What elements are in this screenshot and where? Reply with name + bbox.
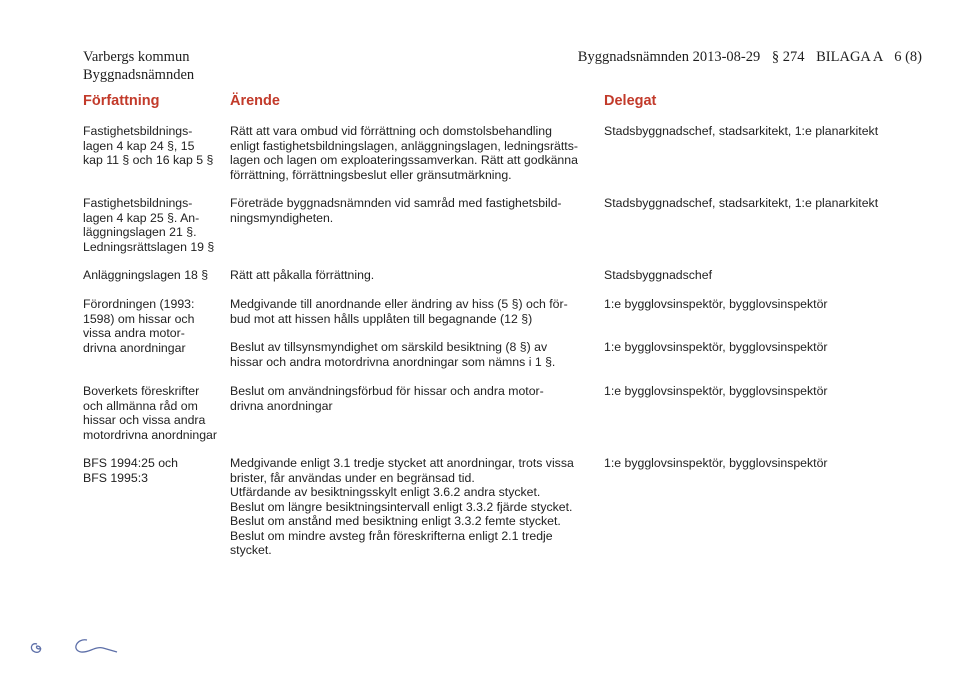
text-line: 1:e bygglovsinspektör, bygglovsinspektör: [604, 384, 828, 398]
statute-cell: [83, 384, 217, 442]
text-line: Beslut om längre besiktningsintervall enligt 3.3.2 fjärde stycket.: [230, 499, 573, 514]
text-line: BFS 1994:25 och: [83, 456, 179, 470]
text-line: enligt fastighetsbildningslagen, anläggningslagen, ledningsrätts-: [230, 138, 578, 153]
statute-cell: [83, 456, 178, 485]
delegate-cell: [604, 268, 712, 283]
statute-cell: [83, 124, 213, 168]
reference-paragraph: § 274: [771, 49, 805, 65]
text-line: Medgivande enligt 3.1 tredje stycket att anordningar, trots vissa: [230, 456, 574, 470]
text-line: Beslut om mindre avsteg från föreskrifterna enligt 2.1 tredje: [230, 528, 553, 543]
text-line: drivna anordningar: [83, 340, 186, 355]
matter-cell: [230, 456, 574, 558]
text-line: Medgivande till anordnande eller ändring av hiss (5 §) och för-: [230, 297, 568, 311]
page-number: 6 (8): [894, 49, 922, 65]
text-line: Beslut om anstånd med besiktning enligt 3.3.2 femte stycket.: [230, 514, 561, 528]
matter-cell: [230, 384, 544, 413]
text-line: Anläggningslagen 18 §: [83, 268, 209, 282]
text-line: stycket.: [230, 543, 272, 557]
column-header-arende: Ärende: [230, 93, 280, 109]
text-line: hissar och andra motordrivna anordningar som nämns i 1 §.: [230, 354, 556, 369]
delegate-cell: [604, 340, 828, 355]
text-line: BFS 1995:3: [83, 470, 148, 485]
text-line: vissa andra motor-: [83, 326, 185, 340]
text-line: kap 11 § och 16 kap 5 §: [83, 153, 214, 167]
delegate-cell: [604, 196, 878, 211]
document-reference: [570, 48, 922, 66]
statute-cell: [83, 297, 194, 355]
text-line: Boverkets föreskrifter: [83, 384, 200, 398]
delegate-cell: [604, 456, 828, 471]
text-line: Fastighetsbildnings-: [83, 124, 193, 138]
committee-name: Byggnadsnämnden: [83, 67, 195, 83]
text-line: 1598) om hissar och: [83, 311, 195, 326]
text-line: hissar och vissa andra: [83, 413, 206, 427]
matter-cell: [230, 196, 562, 225]
column-header-forfattning: Författning: [83, 93, 160, 109]
text-line: motordrivna anordningar: [83, 427, 217, 442]
matter-cell: [230, 124, 578, 182]
reference-attachment: BILAGA A: [816, 49, 883, 65]
delegate-cell: [604, 297, 828, 312]
text-line: Fastighetsbildnings-: [83, 196, 193, 210]
text-line: Stadsbyggnadschef, stadsarkitekt, 1:e planarkitekt: [604, 196, 879, 210]
statute-cell: [83, 196, 214, 254]
text-line: Ledningsrättslagen 19 §: [83, 239, 215, 254]
handwritten-initials: [25, 628, 135, 668]
text-line: 1:e bygglovsinspektör, bygglovsinspektör: [604, 340, 828, 354]
text-line: Företräde byggnadsnämnden vid samråd med fastighetsbild-: [230, 196, 562, 210]
text-line: lagen 4 kap 25 §. An-: [83, 210, 200, 225]
text-line: 1:e bygglovsinspektör, bygglovsinspektör: [604, 297, 828, 311]
matter-cell: [230, 297, 568, 326]
text-line: bud mot att hissen hålls upplåten till begagnande (12 §): [230, 311, 533, 326]
text-line: Förordningen (1993:: [83, 297, 195, 311]
text-line: och allmänna råd om: [83, 398, 198, 413]
column-header-delegat: Delegat: [604, 93, 657, 109]
statute-cell: [83, 268, 208, 283]
text-line: ningsmyndigheten.: [230, 210, 334, 225]
text-line: läggningslagen 21 §.: [83, 225, 197, 239]
text-line: 1:e bygglovsinspektör, bygglovsinspektör: [604, 456, 828, 470]
delegate-cell: [604, 384, 828, 399]
organization-block: [83, 48, 194, 84]
text-line: lagen och lagen om exploateringssamverkan. Rätt att godkänna: [230, 153, 578, 167]
text-line: Utfärdande av besiktningsskylt enligt 3.6.2 andra stycket.: [230, 485, 541, 499]
text-line: Beslut om användningsförbud för hissar och andra motor-: [230, 384, 544, 398]
text-line: Rätt att påkalla förrättning.: [230, 268, 375, 282]
text-line: brister, får användas under en begränsad tid.: [230, 470, 475, 485]
text-line: Stadsbyggnadschef, stadsarkitekt, 1:e planarkitekt: [604, 124, 879, 138]
text-line: lagen 4 kap 24 §, 15: [83, 138, 195, 153]
delegate-cell: [604, 124, 878, 139]
text-line: förrättning, förrättningsbeslut eller gränsutmärkning.: [230, 167, 512, 182]
municipality-name: Varbergs kommun: [83, 49, 190, 65]
text-line: drivna anordningar: [230, 398, 333, 413]
text-line: Beslut av tillsynsmyndighet om särskild besiktning (8 §) av: [230, 340, 548, 354]
reference-body-date: Byggnadsnämnden 2013-08-29: [577, 49, 761, 65]
matter-cell: [230, 268, 374, 283]
matter-cell: [230, 340, 555, 369]
text-line: Stadsbyggnadschef: [604, 268, 713, 282]
text-line: Rätt att vara ombud vid förrättning och domstolsbehandling: [230, 124, 552, 138]
